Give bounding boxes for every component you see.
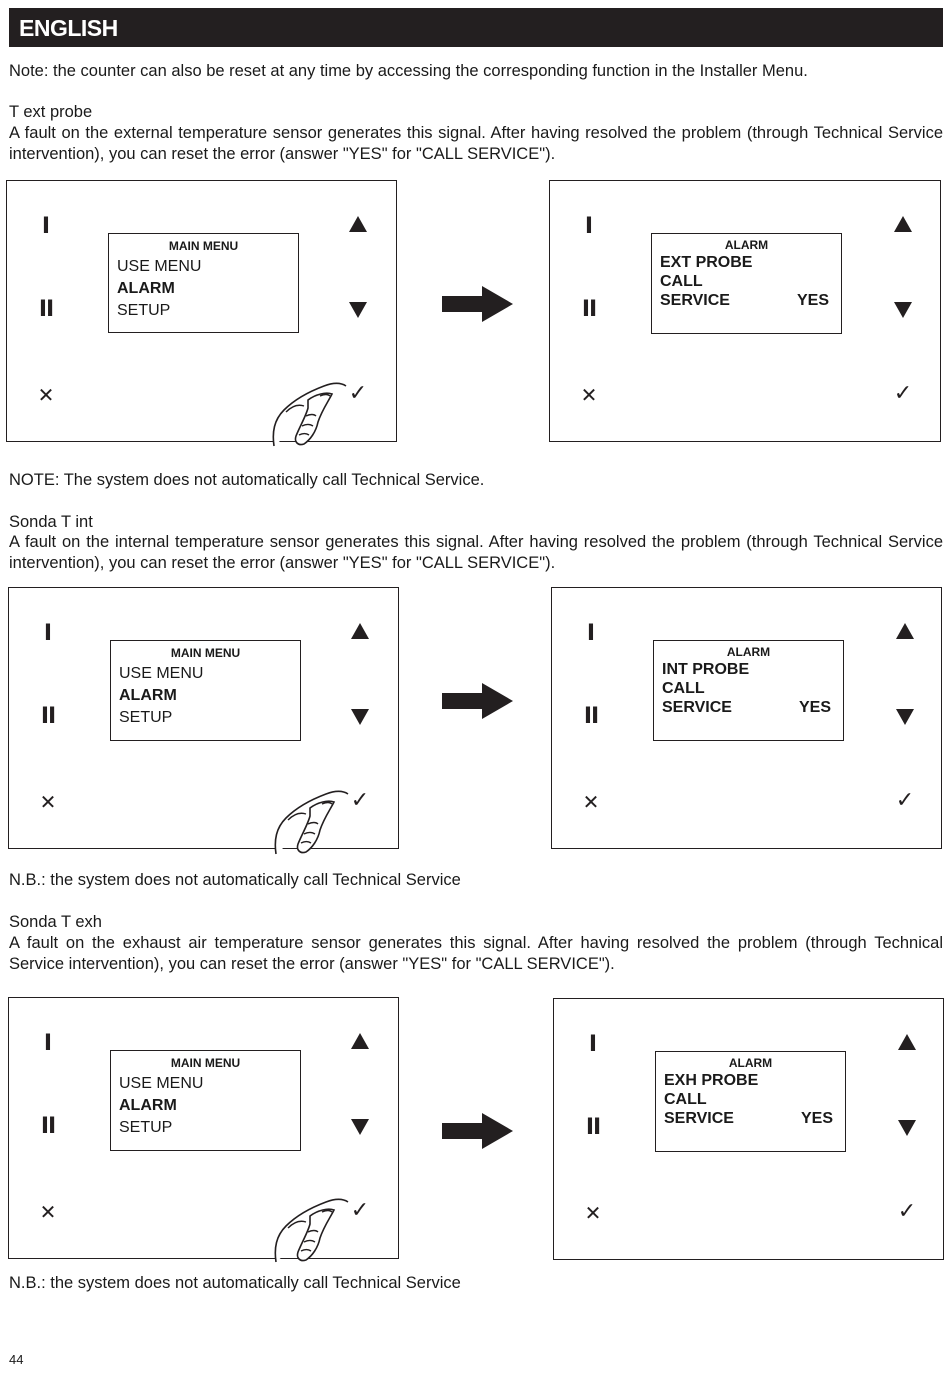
down-arrow-icon[interactable]: [348, 708, 372, 732]
section-heading: Sonda T int: [9, 513, 93, 531]
page-number: 44: [9, 1352, 24, 1367]
display-screen: [110, 1050, 301, 1151]
cancel-icon[interactable]: ✕: [37, 383, 55, 407]
alarm-probe-label: INT PROBE: [662, 661, 750, 678]
menu-item-setup[interactable]: SETUP: [119, 709, 173, 726]
pointing-hand-icon: [270, 788, 354, 858]
confirm-check-icon[interactable]: ✓: [350, 788, 370, 813]
cancel-icon[interactable]: ✕: [39, 1200, 57, 1224]
alarm-probe-label: EXH PROBE: [664, 1072, 759, 1089]
transition-arrow-icon: [442, 286, 514, 322]
screen-title: ALARM: [724, 238, 769, 252]
button-one-icon[interactable]: I: [43, 621, 53, 646]
pointing-hand-icon: [270, 1196, 354, 1266]
screen-title: ALARM: [728, 1056, 773, 1070]
down-arrow-icon[interactable]: [895, 1119, 919, 1143]
button-two-icon[interactable]: II: [38, 297, 54, 322]
button-two-icon[interactable]: II: [40, 1114, 56, 1139]
section-note: NOTE: The system does not automatically call Technical Service.: [9, 471, 485, 489]
cancel-icon[interactable]: ✕: [580, 383, 598, 407]
alarm-probe-label: EXT PROBE: [660, 254, 753, 271]
alarm-service-label: SERVICE: [662, 699, 732, 716]
up-arrow-icon[interactable]: [895, 1033, 919, 1057]
screen-title: ALARM: [726, 645, 771, 659]
section-note: N.B.: the system does not automatically call Technical Service: [9, 1274, 461, 1292]
screen-title: MAIN MENU: [170, 1056, 241, 1070]
confirm-check-icon[interactable]: ✓: [350, 1198, 370, 1223]
button-one-icon[interactable]: I: [588, 1032, 598, 1057]
up-arrow-icon[interactable]: [348, 1032, 372, 1056]
button-two-icon[interactable]: II: [40, 704, 56, 729]
cancel-icon[interactable]: ✕: [582, 790, 600, 814]
up-arrow-icon[interactable]: [348, 622, 372, 646]
down-arrow-icon[interactable]: [893, 708, 917, 732]
menu-item-use-menu[interactable]: USE MENU: [119, 665, 204, 682]
section-description: A fault on the exhaust air temperature sensor generates this signal. After having resolved the problem (through Technical Service intervention), you can reset the error (answer "YES" for "CALL SERVICE").: [9, 934, 943, 973]
menu-item-use-menu[interactable]: USE MENU: [119, 1075, 204, 1092]
button-two-icon[interactable]: II: [585, 1115, 601, 1140]
section-description: A fault on the internal temperature sensor generates this signal. After having resolved the problem (through Technical Service intervention), you can reset the error (answer "YES" for "CALL SERVICE").: [9, 533, 943, 572]
confirm-check-icon[interactable]: ✓: [348, 381, 368, 406]
display-screen: [108, 233, 299, 333]
display-screen: [655, 1051, 846, 1152]
menu-item-use-menu[interactable]: USE MENU: [117, 258, 202, 275]
button-one-icon[interactable]: I: [43, 1031, 53, 1056]
menu-item-alarm[interactable]: ALARM: [117, 280, 175, 297]
up-arrow-icon[interactable]: [891, 215, 915, 239]
alarm-call-label: CALL: [662, 680, 705, 697]
alarm-service-label: SERVICE: [664, 1110, 734, 1127]
button-two-icon[interactable]: II: [583, 704, 599, 729]
down-arrow-icon[interactable]: [348, 1118, 372, 1142]
section-heading: T ext probe: [9, 103, 93, 121]
transition-arrow-icon: [442, 683, 514, 719]
button-one-icon[interactable]: I: [41, 214, 51, 239]
down-arrow-icon[interactable]: [891, 301, 915, 325]
answer-yes-option[interactable]: YES: [796, 292, 829, 309]
cancel-icon[interactable]: ✕: [584, 1201, 602, 1225]
section-heading: Sonda T exh: [9, 913, 102, 931]
control-panel-alarm: [551, 587, 942, 849]
confirm-check-icon[interactable]: ✓: [897, 1199, 917, 1224]
confirm-check-icon[interactable]: ✓: [895, 788, 915, 813]
up-arrow-icon[interactable]: [346, 215, 370, 239]
confirm-check-icon[interactable]: ✓: [893, 381, 913, 406]
answer-yes-option[interactable]: YES: [800, 1110, 833, 1127]
answer-yes-option[interactable]: YES: [798, 699, 831, 716]
section-note: N.B.: the system does not automatically call Technical Service: [9, 871, 461, 889]
up-arrow-icon[interactable]: [893, 622, 917, 646]
intro-note: Note: the counter can also be reset at any time by accessing the corresponding function in the Installer Menu.: [9, 62, 808, 80]
language-title: ENGLISH: [19, 15, 118, 41]
section-description: A fault on the external temperature sensor generates this signal. After having resolved the problem (through Technical Service intervention), you can reset the error (answer "YES" for "CALL SERVICE").: [9, 124, 943, 163]
cancel-icon[interactable]: ✕: [39, 790, 57, 814]
button-one-icon[interactable]: I: [584, 214, 594, 239]
button-one-icon[interactable]: I: [586, 621, 596, 646]
control-panel-alarm: [553, 998, 944, 1260]
button-two-icon[interactable]: II: [581, 297, 597, 322]
alarm-call-label: CALL: [660, 273, 703, 290]
menu-item-alarm[interactable]: ALARM: [119, 1097, 177, 1114]
pointing-hand-icon: [268, 380, 352, 450]
transition-arrow-icon: [442, 1113, 514, 1149]
screen-title: MAIN MENU: [170, 646, 241, 660]
language-header: [9, 8, 943, 47]
control-panel-alarm: [549, 180, 941, 442]
menu-item-setup[interactable]: SETUP: [117, 302, 171, 319]
screen-title: MAIN MENU: [168, 239, 239, 253]
alarm-call-label: CALL: [664, 1091, 707, 1108]
display-screen: [651, 233, 842, 334]
alarm-service-label: SERVICE: [660, 292, 730, 309]
display-screen: [653, 640, 844, 741]
menu-item-alarm[interactable]: ALARM: [119, 687, 177, 704]
menu-item-setup[interactable]: SETUP: [119, 1119, 173, 1136]
display-screen: [110, 640, 301, 741]
down-arrow-icon[interactable]: [346, 301, 370, 325]
